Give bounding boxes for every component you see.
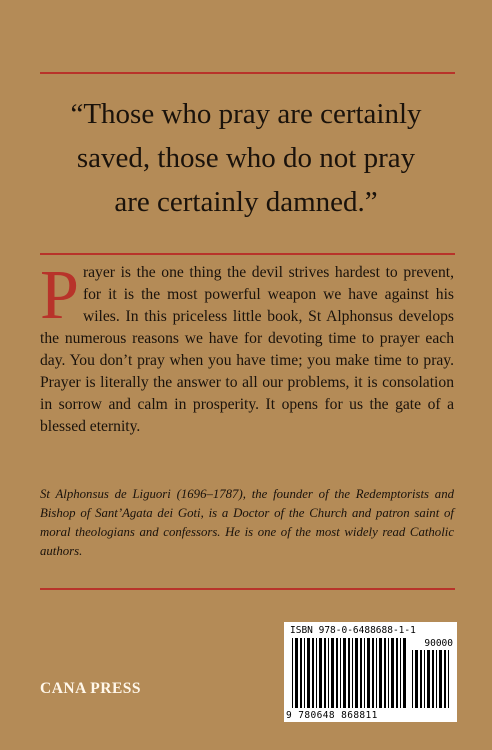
barcode-bar	[324, 638, 326, 708]
isbn-label: ISBN 978-0-6488688-1-1	[290, 625, 416, 636]
barcode-bar	[415, 650, 418, 708]
barcode-bar	[340, 638, 341, 708]
barcode-bar	[328, 638, 329, 708]
barcode-bar	[412, 650, 413, 708]
barcode-bar	[436, 650, 437, 708]
barcode-bar	[400, 638, 401, 708]
barcode-bar	[444, 650, 446, 708]
barcode-bar	[300, 638, 302, 708]
barcode-bar	[336, 638, 338, 708]
barcode-bar	[364, 638, 365, 708]
barcode-bar	[367, 638, 370, 708]
barcode-bar	[304, 638, 305, 708]
barcode-bar	[307, 638, 310, 708]
barcode-bar	[379, 638, 382, 708]
ean-digits: 9 780648 868811	[286, 710, 378, 721]
barcode-bar	[403, 638, 406, 708]
quote-line-2: saved, those who do not pray	[76, 142, 416, 174]
bottom-divider	[40, 588, 455, 590]
barcode-bar	[312, 638, 314, 708]
barcode-bar	[448, 650, 449, 708]
quote-line-3: are certainly damned.”	[114, 186, 378, 218]
barcode-bar	[439, 650, 442, 708]
publisher-name: CANA PRESS	[40, 680, 142, 697]
barcode-bar	[376, 638, 377, 708]
quote-line-1: “Those who pray are certainly	[70, 98, 422, 130]
barcode-bar	[343, 638, 346, 708]
barcode-bar	[292, 638, 293, 708]
ean-barcode-bars	[292, 638, 408, 708]
barcode-bar	[316, 638, 317, 708]
barcode-bar	[348, 638, 350, 708]
drop-cap: P	[40, 257, 79, 334]
barcode-bar	[427, 650, 430, 708]
book-description	[40, 257, 454, 438]
pull-quote	[30, 92, 462, 224]
author-bio: St Alphonsus de Liguori (1696–1787), the founder of the Redemptorists and Bishop of Sant’Agata dei Goti, is a Doctor of the Church and patron saint of moral theologians and confessors. He is one of the most widely read Catholic authors.	[40, 487, 454, 558]
barcode-bar	[420, 650, 422, 708]
barcode-bar	[355, 638, 358, 708]
barcode-bar	[360, 638, 362, 708]
price-code: 90000	[424, 638, 453, 649]
barcode-bar	[384, 638, 386, 708]
barcode-bar	[424, 650, 425, 708]
barcode-bar	[295, 638, 298, 708]
top-divider	[40, 72, 455, 74]
barcode-bar	[396, 638, 398, 708]
isbn-barcode	[284, 622, 457, 722]
barcode-bar	[432, 650, 434, 708]
barcode-bar	[352, 638, 353, 708]
addon-barcode-bars	[412, 650, 452, 708]
middle-divider	[40, 253, 455, 255]
barcode-bar	[372, 638, 374, 708]
barcode-bar	[388, 638, 389, 708]
barcode-bar	[319, 638, 322, 708]
barcode-bar	[331, 638, 334, 708]
description-text: rayer is the one thing the devil strives hardest to prevent, for it is the most powerful weapon we have against his wiles. In this priceless little book, St Alphonsus develops the numerous reasons we have for devoting time to prayer each day. You don’t pray when you have time; you make time to pray. Prayer is literally the answer to all our problems, it is consolation in sorrow and calm in prosperity. It opens for us the gate of a blessed eternity.	[40, 264, 454, 435]
barcode-bar	[391, 638, 394, 708]
